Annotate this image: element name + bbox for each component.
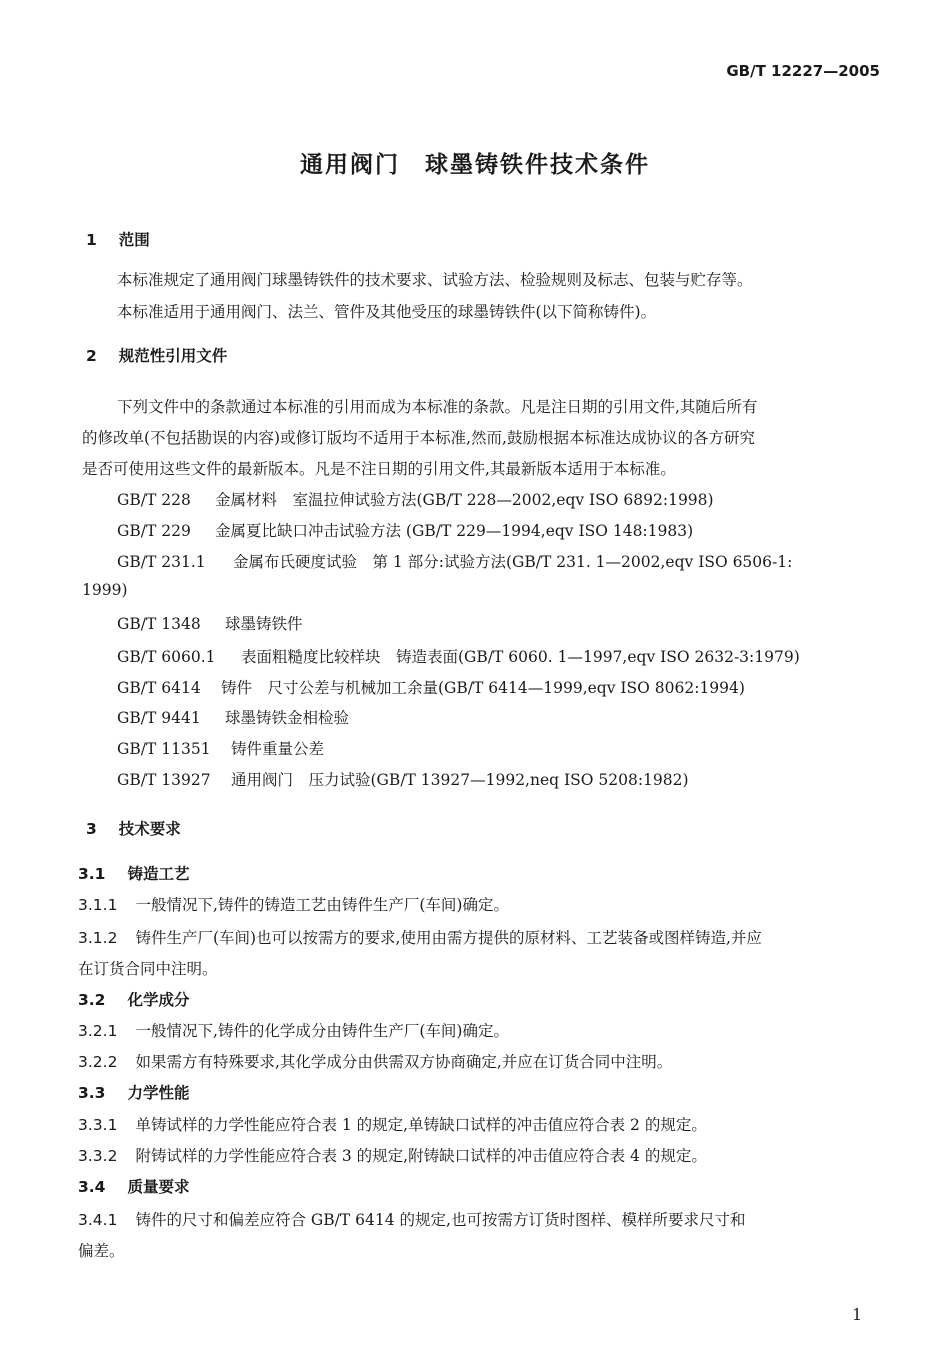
clause-number: 3.2.2 [78, 1053, 118, 1071]
reference-code: GB/T 6060.1 [117, 648, 216, 666]
reference-code: GB/T 9441 [117, 709, 201, 727]
clause-text: 附铸试样的力学性能应符合表 3 的规定,附铸缺口试样的冲击值应符合表 4 的规定。 [135, 1147, 707, 1165]
clause-text: 一般情况下,铸件的铸造工艺由铸件生产厂(车间)确定。 [135, 896, 509, 914]
subsection-number: 3.3 [78, 1084, 106, 1102]
subsection-title: 化学成分 [127, 991, 190, 1009]
subsection-number: 3.1 [78, 865, 106, 883]
reference-title: 球墨铸铁件 [225, 615, 303, 633]
clause-continuation: 偏差。 [78, 1242, 125, 1260]
reference-item [117, 550, 792, 572]
reference-code: GB/T 228 [117, 491, 191, 509]
clause [78, 1050, 672, 1072]
section-number: 1 [86, 231, 97, 249]
reference-code: GB/T 11351 [117, 740, 211, 758]
section-title: 规范性引用文件 [118, 347, 228, 365]
reference-title: 金属材料 室温拉伸试验方法(GB/T 228—2002,eqv ISO 6892:1998) [215, 491, 714, 509]
section-1-heading [86, 228, 150, 250]
reference-title: 铸件 尺寸公差与机械加工余量(GB/T 6414—1999,eqv ISO 8062:1994) [221, 679, 745, 697]
reference-title: 表面粗糙度比较样块 铸造表面(GB/T 6060. 1—1997,eqv ISO 2632-3:1979) [241, 648, 800, 666]
standard-code: GB/T 12227—2005 [726, 62, 880, 80]
clause-number: 3.4.1 [78, 1211, 118, 1229]
clause-text: 如果需方有特殊要求,其化学成分由供需双方协商确定,并应在订货合同中注明。 [135, 1053, 673, 1071]
section-number: 2 [86, 347, 97, 365]
clause [78, 893, 509, 915]
clause [78, 1019, 509, 1041]
clause-number: 3.1.1 [78, 896, 118, 914]
clause-text: 一般情况下,铸件的化学成分由铸件生产厂(车间)确定。 [135, 1022, 509, 1040]
document-title: 通用阀门 球墨铸铁件技术条件 [300, 152, 650, 178]
paragraph-line: 下列文件中的条款通过本标准的引用而成为本标准的条款。凡是注日期的引用文件,其随后所有 [117, 398, 758, 416]
subsection-number: 3.4 [78, 1178, 106, 1196]
clause-continuation: 在订货合同中注明。 [78, 960, 218, 978]
paragraph-line: 的修改单(不包括勘误的内容)或修订版均不适用于本标准,然而,鼓励根据本标准达成协议的各方研究 [82, 429, 755, 447]
section-number: 3 [86, 820, 97, 838]
subsection-title: 质量要求 [127, 1178, 190, 1196]
subsection-heading [78, 988, 189, 1010]
subsection-title: 铸造工艺 [127, 865, 190, 883]
section-3-heading [86, 817, 181, 839]
reference-title: 金属夏比缺口冲击试验方法 (GB/T 229—1994,eqv ISO 148:1983) [215, 522, 694, 540]
clause [78, 926, 762, 948]
reference-title: 铸件重量公差 [231, 740, 325, 758]
reference-title: 通用阀门 压力试验(GB/T 13927—1992,neq ISO 5208:1982) [231, 771, 689, 789]
subsection-number: 3.2 [78, 991, 106, 1009]
reference-item [117, 706, 349, 728]
clause-text: 单铸试样的力学性能应符合表 1 的规定,单铸缺口试样的冲击值应符合表 2 的规定。 [135, 1116, 707, 1134]
clause [78, 1144, 707, 1166]
reference-code: GB/T 231.1 [117, 553, 206, 571]
reference-title: 金属布氏硬度试验 第 1 部分:试验方法(GB/T 231. 1—2002,eqv ISO 6506-1: [233, 553, 793, 571]
reference-item [117, 676, 745, 698]
clause-text: 铸件生产厂(车间)也可以按需方的要求,使用由需方提供的原材料、工艺装备或图样铸造,并应 [135, 929, 762, 947]
clause-number: 3.3.1 [78, 1116, 118, 1134]
reference-item [117, 488, 714, 510]
paragraph: 本标准规定了通用阀门球墨铸铁件的技术要求、试验方法、检验规则及标志、包装与贮存等。 [117, 271, 753, 289]
section-2-heading [86, 344, 227, 366]
clause-number: 3.2.1 [78, 1022, 118, 1040]
page-number: 1 [852, 1306, 862, 1324]
reference-item [117, 737, 324, 759]
clause-number: 3.1.2 [78, 929, 118, 947]
clause-text: 铸件的尺寸和偏差应符合 GB/T 6414 的规定,也可按需方订货时图样、模样所要求尺寸和 [135, 1211, 746, 1229]
reference-title: 球墨铸铁金相检验 [225, 709, 350, 727]
subsection-heading [78, 1081, 189, 1103]
section-title: 技术要求 [118, 820, 181, 838]
reference-continuation: 1999) [82, 581, 128, 599]
clause [78, 1113, 707, 1135]
reference-code: GB/T 13927 [117, 771, 211, 789]
section-title: 范围 [118, 231, 150, 249]
paragraph: 本标准适用于通用阀门、法兰、管件及其他受压的球墨铸铁件(以下简称铸件)。 [117, 303, 657, 321]
reference-item [117, 768, 689, 790]
reference-item [117, 519, 693, 541]
reference-item [117, 645, 800, 667]
subsection-heading [78, 862, 189, 884]
paragraph-line: 是否可使用这些文件的最新版本。凡是不注日期的引用文件,其最新版本适用于本标准。 [82, 460, 676, 478]
clause-number: 3.3.2 [78, 1147, 118, 1165]
reference-code: GB/T 6414 [117, 679, 201, 697]
subsection-title: 力学性能 [127, 1084, 190, 1102]
clause [78, 1208, 745, 1230]
reference-item [117, 612, 303, 634]
reference-code: GB/T 229 [117, 522, 191, 540]
subsection-heading [78, 1175, 189, 1197]
reference-code: GB/T 1348 [117, 615, 201, 633]
